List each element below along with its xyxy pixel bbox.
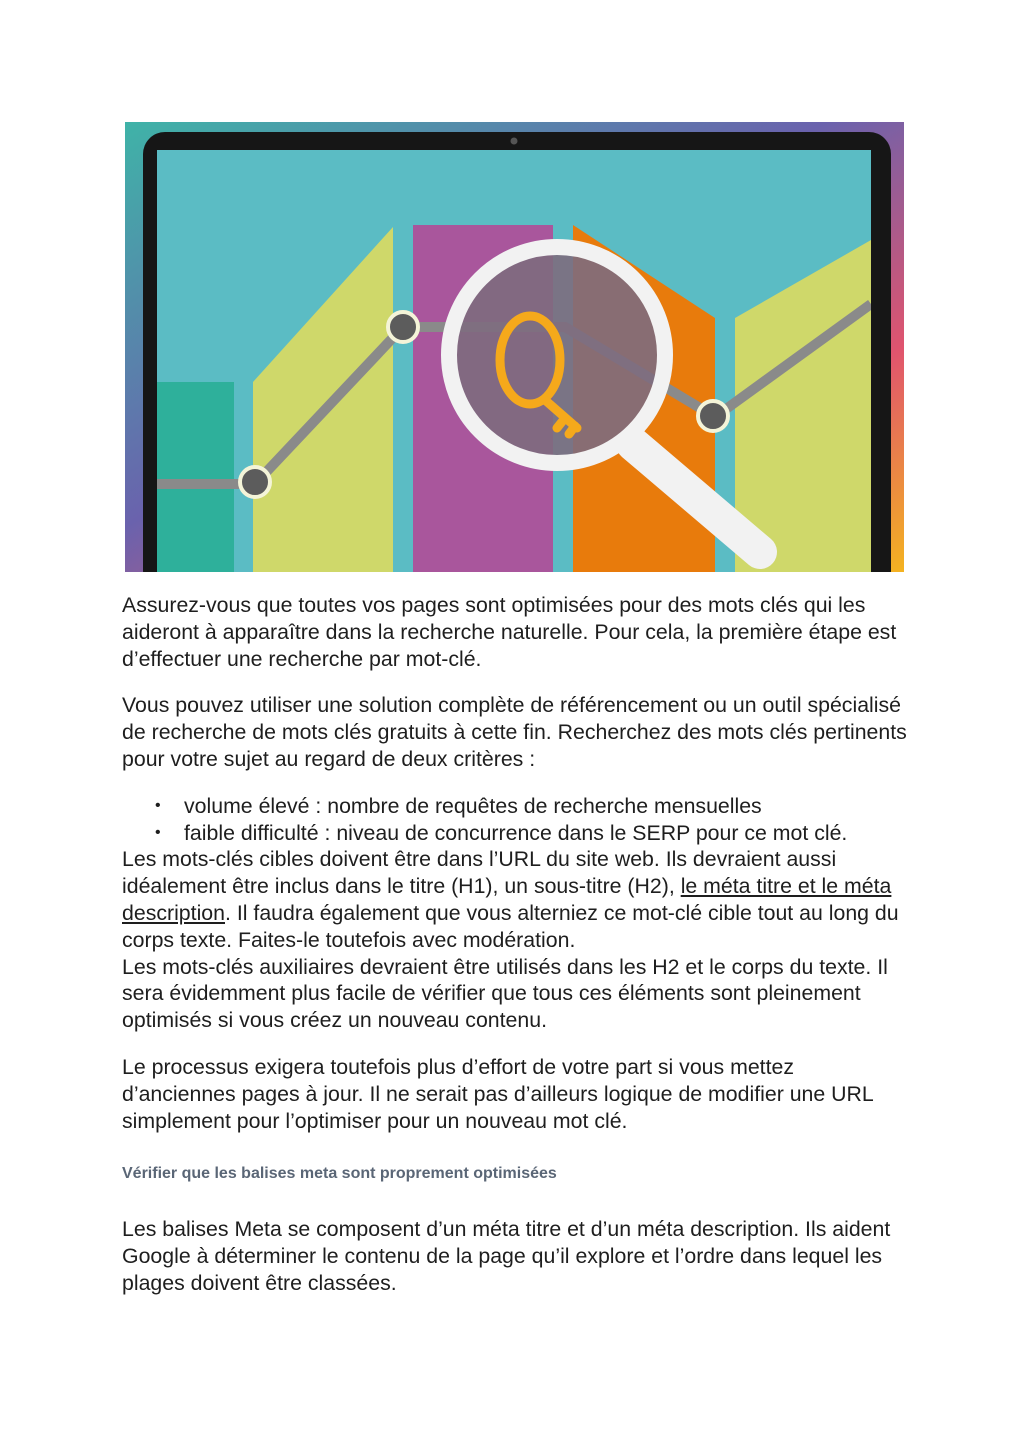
hero-illustration [125,122,904,572]
meta-title-description-link[interactable]: le méta titre et le méta description [122,874,892,925]
paragraph-keyword-tools: Vous pouvez utiliser une solution complète de référencement ou un outil spécialisé de recherche de mots clés gratuits à cette fin. Recherchez des mots clés pertinents pour votre sujet au regard de deux critères : [122,693,907,771]
list-item: • faible difficulté : niveau de concurrence dans le SERP pour ce mot clé. [184,820,912,847]
section-heading: Vérifier que les balises meta sont proprement optimisées [122,1165,557,1183]
list-item: • volume élevé : nombre de requêtes de recherche mensuelles [184,793,912,820]
text-segment: Les mots-clés cibles doivent être dans l’URL du site web. Ils devraient aussi idéalement être inclus dans le titre (H1), un sous-titre (H2), [122,847,837,899]
paragraph-old-pages: Le processus exigera toutefois plus d’effort de votre part si vous mettez d’anciennes pages à jour. Il ne serait pas d’ailleurs logique de modifier une URL simplement pour l’optimiser pour un nouveau mot clé. [122,1054,873,1133]
criteria-list [122,793,912,847]
paragraph-auxiliary-keywords: Les mots-clés auxiliaires devraient être utilisés dans les H2 et le corps du texte. Il sera évidemment plus facile de vérifier que tous ces éléments sont pleinement optimisés si vous créez un nouveau contenu. [122,954,888,1033]
text-segment: . Il faudra également que vous alterniez ce mot-clé cible tout au long du corps texte. Faites-le toutefois avec modération. [122,900,899,952]
paragraph-intro: Assurez-vous que toutes vos pages sont optimisées pour des mots clés qui les aideront à apparaître dans la recherche naturelle. Pour cela, la première étape est d’effectuer une recherche par mot-clé. [122,593,897,671]
seo-magnifier-illustration-icon [125,122,904,572]
paragraph-meta-tags: Les balises Meta se composent d’un méta titre et d’un méta description. Ils aident Google à déterminer le contenu de la page qu’il explore et l’ordre dans lequel les plages doivent être classées. [122,1217,891,1295]
paragraph-target-keywords [122,846,912,953]
article-body [122,592,912,1297]
